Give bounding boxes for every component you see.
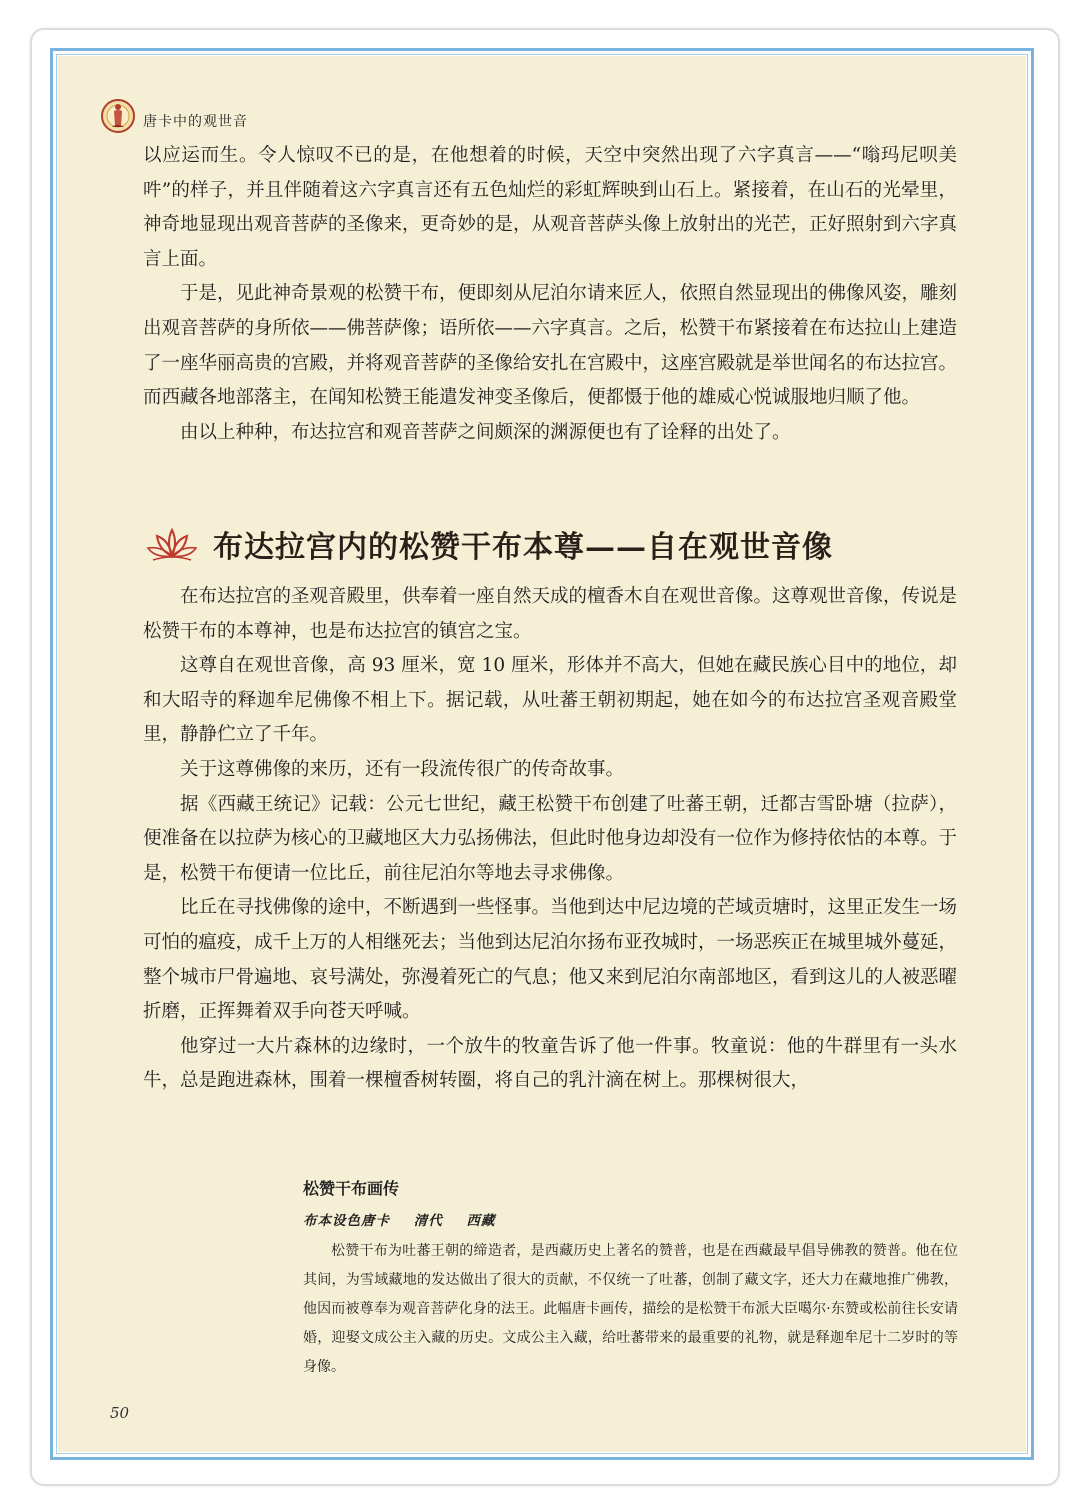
- section-heading: [145, 522, 833, 566]
- caption-period: 清代: [413, 1213, 443, 1229]
- lotus-icon: [145, 524, 199, 564]
- paragraph: 由以上种种，布达拉宫和观音菩萨之间颇深的渊源便也有了诠释的出处了。: [180, 421, 791, 443]
- paragraph: 于是，见此神奇景观的松赞干布，便即刻从尼泊尔请来匠人，依照自然显现出的佛像风姿，雕刻出观音菩萨的身所依——佛菩萨像；语所依——六字真言。之后，松赞干布紧接着在布达拉山上建造了一座华丽高贵的宫殿，并将观音菩萨的圣像给安扎在宫殿中，这座宫殿就是举世闻名的布达拉宫。而西藏各地部落主，在闻知松赞王能遣发神变圣像后，便都慑于他的雄威心悦诚服地归顺了他。: [143, 283, 958, 409]
- paragraph: 关于这尊佛像的来历，还有一段流传很广的传奇故事。: [180, 758, 625, 780]
- caption-body: 松赞干布为吐蕃王朝的缔造者，是西藏历史上著名的赞普，也是在西藏最早倡导佛教的赞普。他在位其间，为雪域藏地的发达做出了很大的贡献，不仅统一了吐蕃，创制了藏文字，还大力在藏地推广佛教，他因而被尊奉为观音菩萨化身的法王。此幅唐卡画传，描绘的是松赞干布派大臣噶尔·东赞或松前往长安请婚，迎娶文成公主入藏的历史。文成公主入藏，给吐蕃带来的最重要的礼物，就是释迦牟尼十二岁时的等身像。: [303, 1243, 958, 1375]
- body-text-bottom: [143, 580, 957, 1099]
- paragraph: 这尊自在观世音像，高 93 厘米，宽 10 厘米，形体并不高大，但她在藏民族心目中的地位，却和大昭寺的释迦牟尼佛像不相上下。据记载，从吐蕃王朝初期起，她在如今的布达拉宫圣观音殿堂里，静静伫立了千年。: [143, 655, 957, 746]
- running-head: 唐卡中的观世音: [143, 114, 248, 130]
- body-text-top: [143, 139, 957, 450]
- paragraph: 以应运而生。令人惊叹不已的是，在他想着的时候，天空中突然出现了六字真言——“嗡玛尼呗美吽”的样子，并且伴随着这六字真言还有五色灿烂的彩虹辉映到山石上。紧接着，在山石的光晕里，神奇地显现出观音菩萨的圣像来，更奇妙的是，从观音菩萨头像上放射出的光芒，正好照射到六字真言上面。: [143, 145, 958, 270]
- paragraph: 他穿过一大片森林的边缘时，一个放牛的牧童告诉了他一件事。牧童说：他的牛群里有一头水牛，总是跑进森林，围着一棵檀香树转圈，将自己的乳汁滴在树上。那棵树很大，: [143, 1035, 957, 1092]
- paragraph: 据《西藏王统记》记载：公元七世纪，藏王松赞干布创建了吐蕃王朝，迁都吉雪卧塘（拉萨），便准备在以拉萨为核心的卫藏地区大力弘扬佛法，但此时他身边却没有一位作为修持依怙的本尊。于是，松赞干布便请一位比丘，前往尼泊尔等地去寻求佛像。: [143, 793, 958, 884]
- caption-meta: [303, 1209, 961, 1229]
- caption-origin: 西藏: [466, 1213, 496, 1229]
- paragraph: 比丘在寻找佛像的途中，不断遇到一些怪事。当他到达中尼边境的芒域贡塘时，这里正发生一场可怕的瘟疫，成千上万的人相继死去；当他到达尼泊尔扬布亚孜城时，一场恶疾正在城里城外蔓延，整个城市尸骨遍地、哀号满处，弥漫着死亡的气息；他又来到尼泊尔南部地区，看到这儿的人被恶曜折磨，正挥舞着双手向苍天呼喊。: [143, 897, 958, 1023]
- paragraph: 在布达拉宫的圣观音殿里，供奉着一座自然天成的檀香木自在观世音像。这尊观世音像，传说是松赞干布的本尊神，也是布达拉宫的镇宫之宝。: [143, 586, 958, 642]
- guanyin-emblem-icon: [100, 96, 136, 136]
- page-number: 50: [110, 1404, 130, 1422]
- image-caption: [303, 1176, 961, 1382]
- section-title: 布达拉宫内的松赞干布本尊——自在观世音像: [213, 530, 833, 565]
- caption-medium: 布本设色唐卡: [303, 1213, 390, 1229]
- caption-title: 松赞干布画传: [303, 1179, 400, 1198]
